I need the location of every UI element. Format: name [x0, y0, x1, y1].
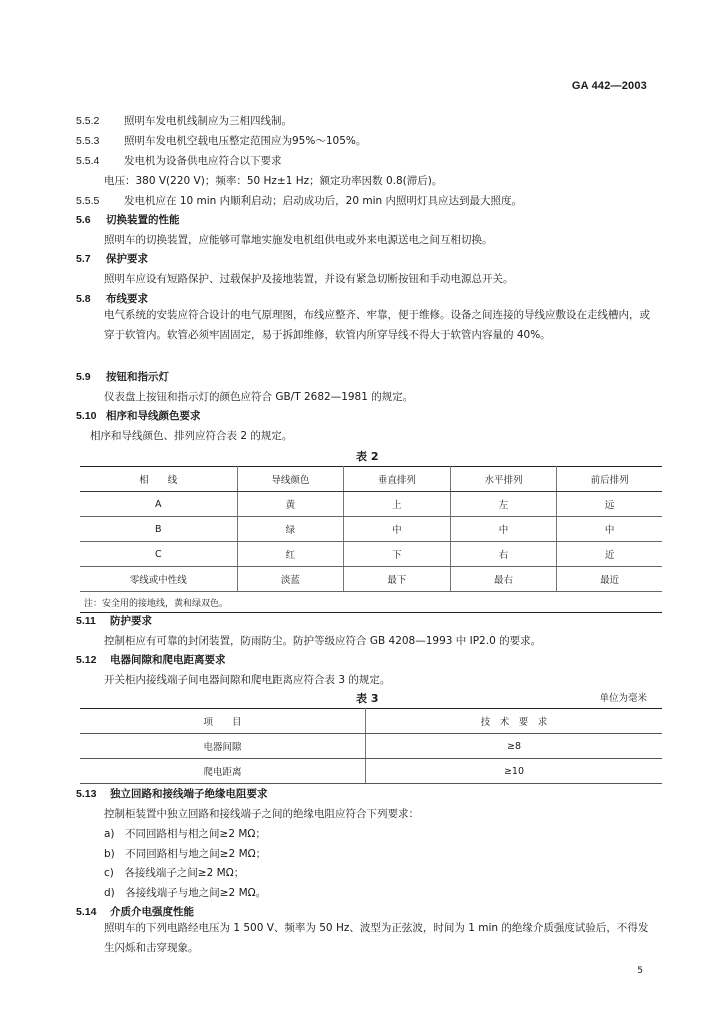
page-number: 5 [637, 966, 643, 976]
standard-code: GA 442—2003 [571, 80, 647, 92]
clause-number: 5.14 [76, 906, 97, 918]
table-cell: 最下 [344, 567, 451, 592]
clause-5-14-body: 照明车的下列电路经电压为 1 500 V、频率为 50 Hz、波型为正弦波，时间为 1 min 的绝缘介质强度试验后，不得发生闪烁和击穿现象。 [104, 922, 649, 954]
table-cell: 右 [450, 542, 557, 567]
table-header-cell: 项 目 [80, 709, 366, 734]
clause-text: 电压：380 V(220 V)；频率：50 Hz±1 Hz；额定功率因数 0.8(滞后)。 [104, 175, 443, 187]
table-cell: 淡蓝 [237, 567, 344, 592]
table-row [80, 517, 662, 542]
clause-text: 照明车发电机空载电压整定范围应为95%～105%。 [124, 135, 367, 147]
clause-heading: 按钮和指示灯 [106, 371, 169, 383]
table-2-caption: 表 2 [356, 450, 379, 463]
clause-number: 5.11 [76, 615, 96, 627]
table-note-row [80, 592, 662, 613]
table-cell: ≥8 [366, 734, 663, 759]
clause-text: 仪表盘上按钮和指示灯的颜色应符合 GB/T 2682—1981 的规定。 [104, 391, 414, 403]
clause-heading: 介质介电强度性能 [110, 906, 194, 918]
list-item-text: d) 各接线端子与地之间≥2 MΩ。 [104, 887, 267, 899]
table-row [80, 492, 662, 517]
clause-text: 相序和导线颜色、排列应符合表 2 的规定。 [90, 430, 293, 442]
table-header-row [80, 467, 662, 492]
table-3-caption: 表 3 [356, 692, 379, 705]
table-2 [80, 466, 662, 613]
table-note: 注：安全用的接地线，黄和绿双色。 [80, 592, 662, 613]
clause-number: 5.5.5 [76, 195, 100, 207]
clause-number: 5.9 [76, 371, 91, 383]
table-cell: 中 [344, 517, 451, 542]
table-row [80, 567, 662, 592]
table-cell: 左 [450, 492, 557, 517]
clause-heading: 独立回路和接线端子绝缘电阻要求 [110, 788, 268, 800]
table-header-cell: 技 术 要 求 [366, 709, 663, 734]
table-row [80, 542, 662, 567]
table-3 [80, 708, 662, 784]
clause-text: 发电机为设备供电应符合以下要求 [124, 155, 282, 167]
table-header-cell: 前后排列 [557, 467, 662, 492]
table-cell: 最右 [450, 567, 557, 592]
table-cell: 爬电距离 [80, 759, 366, 784]
clause-text: 发电机应在 10 min 内顺利启动；启动成功后，20 min 内照明灯具应达到最大照度。 [124, 195, 523, 207]
table-cell: 黄 [237, 492, 344, 517]
table-cell: 电器间隙 [80, 734, 366, 759]
clause-text: 照明车的切换装置，应能够可靠地实施发电机组供电或外来电源送电之间互相切换。 [104, 234, 493, 246]
clause-heading: 防护要求 [110, 615, 152, 627]
table-cell: 最近 [557, 567, 662, 592]
table-header-cell: 相 线 [80, 467, 237, 492]
table-header-cell: 垂直排列 [344, 467, 451, 492]
clause-heading: 布线要求 [106, 293, 148, 305]
table-cell: 中 [450, 517, 557, 542]
clause-text: 开关柜内接线端子间电器间隙和爬电距离应符合表 3 的规定。 [104, 674, 391, 686]
clause-heading: 保护要求 [106, 253, 148, 265]
clause-number: 5.12 [76, 654, 97, 666]
table-row [80, 734, 662, 759]
clause-number: 5.5.3 [76, 135, 100, 147]
list-item-text: b) 不同回路相与地之间≥2 MΩ； [104, 848, 267, 860]
clause-number: 5.7 [76, 253, 91, 265]
clause-number: 5.5.2 [76, 115, 100, 127]
list-item-text: a) 不同回路相与相之间≥2 MΩ； [104, 828, 266, 840]
table-3-unit: 单位为毫米 [599, 693, 647, 704]
clause-heading: 电器间隙和爬电距离要求 [110, 654, 226, 666]
table-cell: 中 [557, 517, 662, 542]
clause-text: 照明车应设有短路保护、过载保护及接地装置，并设有紧急切断按钮和手动电源总开关。 [104, 273, 514, 285]
table-cell: A [80, 492, 237, 517]
table-cell: ≥10 [366, 759, 663, 784]
clause-number: 5.6 [76, 214, 91, 226]
clause-heading: 相序和导线颜色要求 [106, 410, 201, 422]
table-cell: C [80, 542, 237, 567]
table-cell: 零线或中性线 [80, 567, 237, 592]
table-cell: B [80, 517, 237, 542]
table-row [80, 759, 662, 784]
clause-number: 5.5.4 [76, 155, 100, 167]
clause-5-8-body: 电气系统的安装应符合设计的电气原理图，布线应整齐、牢靠，便于维修。设备之间连接的导线应敷设在走线槽内，或穿于软管内。软管必须牢固固定，易于拆卸维修，软管内所穿导线不得大于软管内容量的 40%。 [104, 309, 650, 341]
table-cell: 远 [557, 492, 662, 517]
table-cell: 上 [344, 492, 451, 517]
table-cell: 下 [344, 542, 451, 567]
clause-text: 控制柜装置中独立回路和接线端子之间的绝缘电阻应符合下列要求： [104, 808, 419, 820]
list-item-text: c) 各接线端子之间≥2 MΩ； [104, 867, 245, 879]
table-cell: 红 [237, 542, 344, 567]
clause-text: 控制柜应有可靠的封闭装置，防雨防尘。防护等级应符合 GB 4208—1993 中 IP2.0 的要求。 [104, 635, 542, 647]
clause-number: 5.13 [76, 788, 97, 800]
clause-heading: 切换装置的性能 [106, 214, 180, 226]
table-header-cell: 导线颜色 [237, 467, 344, 492]
clause-number: 5.8 [76, 293, 91, 305]
table-header-cell: 水平排列 [450, 467, 557, 492]
clause-number: 5.10 [76, 410, 97, 422]
table-cell: 绿 [237, 517, 344, 542]
clause-text: 照明车发电机线制应为三相四线制。 [124, 115, 292, 127]
table-header-row [80, 709, 662, 734]
table-cell: 近 [557, 542, 662, 567]
